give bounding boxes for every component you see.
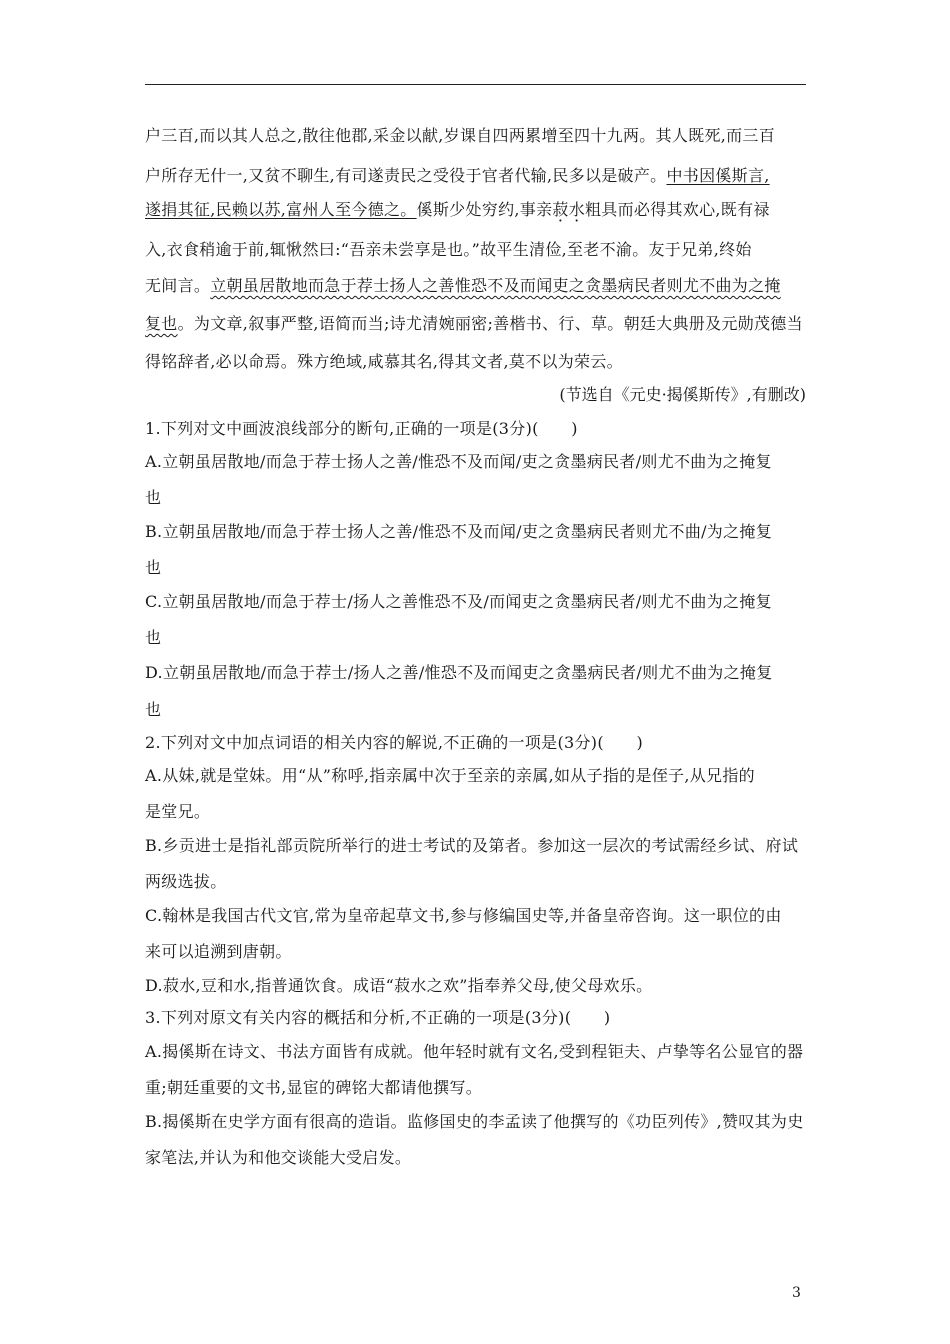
option-c-cont: 也 — [145, 628, 162, 647]
option-d: D.菽水,豆和水,指普通饮食。成语“菽水之欢”指奉养父母,使父母欢乐。 — [145, 976, 653, 995]
option-b-cont: 两级选拔。 — [145, 872, 227, 891]
dotted-char: 菽 — [552, 200, 569, 219]
question-stem: 1.下列对文中画波浪线部分的断句,正确的一项是(3分)( ) — [145, 419, 578, 438]
option-a: A.从妹,就是堂妹。用“从”称呼,指亲属中次于至亲的亲属,如从子指的是侄子,从兄指的 — [145, 766, 755, 785]
option-d: D.立朝虽居散地/而急于荐士/扬人之善/惟恐不及而闻吏之贪墨病民者/则尤不曲为之掩复 — [145, 663, 773, 682]
passage-text: 。为文章,叙事严整,语简而当;诗尤清婉丽密;善楷书、行、草。朝廷大典册及元勋茂德当 — [177, 314, 803, 333]
option-a-cont: 重;朝廷重要的文书,显宦的碑铭大都请他撰写。 — [145, 1078, 483, 1097]
underlined-sentence: 遂捐其征,民赖以苏,富州人至今德之。 — [145, 200, 417, 219]
option-b: B.立朝虽居散地/而急于荐士扬人之善/惟恐不及而闻/吏之贪墨病民者则尤不曲/为之掩复 — [145, 522, 773, 541]
passage-line — [145, 314, 803, 334]
option-b-cont: 也 — [145, 558, 162, 577]
option-c: C.立朝虽居散地/而急于荐士/扬人之善惟恐不及/而闻吏之贪墨病民者/则尤不曲为之掩复 — [145, 592, 772, 611]
header-rule — [145, 84, 806, 85]
wavy-underlined-text: 立朝虽居散地而急于荐士扬人之善惟恐不及而闻吏之贪墨病民者则尤不曲为之掩 — [210, 276, 781, 295]
option-a-cont: 是堂兄。 — [145, 802, 211, 821]
option-b-cont: 家笔法,并认为和他交谈能大受启发。 — [145, 1148, 412, 1167]
passage-line: 入,衣食稍逾于前,辄愀然曰:“吾亲未尝享是也。”故平生清俭,至老不渝。友于兄弟,终始 — [145, 240, 752, 259]
passage-line — [145, 200, 770, 220]
passage-line: 户三百,而以其人总之,散往他郡,采金以献,岁课自四两累增至四十九两。其人既死,而三百 — [145, 126, 776, 145]
passage-line — [145, 276, 781, 296]
option-a: A.揭傒斯在诗文、书法方面皆有成就。他年轻时就有文名,受到程钜夫、卢挚等名公显官的器 — [145, 1042, 804, 1061]
option-d-cont: 也 — [145, 700, 162, 719]
passage-text: 傒斯少处穷约,事亲 — [416, 200, 553, 219]
dotted-char: 水 — [568, 200, 585, 219]
option-c-cont: 来可以追溯到唐朝。 — [145, 942, 292, 961]
underlined-sentence: 中书因傒斯言, — [666, 166, 770, 185]
question-stem: 3.下列对原文有关内容的概括和分析,不正确的一项是(3分)( ) — [145, 1008, 611, 1027]
wavy-underlined-text: 复也 — [145, 314, 178, 333]
option-c: C.翰林是我国古代文官,常为皇帝起草文书,参与修编国史等,并备皇帝咨询。这一职位的由 — [145, 906, 782, 925]
passage-line — [145, 166, 770, 186]
question-stem: 2.下列对文中加点词语的相关内容的解说,不正确的一项是(3分)( ) — [145, 733, 644, 752]
source-citation: (节选自《元史·揭傒斯传》,有删改) — [559, 385, 806, 404]
page-number: 3 — [792, 1285, 801, 1301]
option-b: B.揭傒斯在史学方面有很高的造诣。监修国史的李孟读了他撰写的《功臣列传》,赞叹其为史 — [145, 1112, 804, 1131]
passage-text: 粗具而必得其欢心,既有禄 — [585, 200, 770, 219]
option-a-cont: 也 — [145, 488, 162, 507]
passage-line: 得铭辞者,必以命焉。殊方绝域,咸慕其名,得其文者,莫不以为荣云。 — [145, 352, 623, 371]
passage-text: 无间言。 — [145, 276, 211, 295]
option-b: B.乡贡进士是指礼部贡院所举行的进士考试的及第者。参加这一层次的考试需经乡试、府试 — [145, 836, 799, 855]
option-a: A.立朝虽居散地/而急于荐士扬人之善/惟恐不及而闻/吏之贪墨病民者/则尤不曲为之掩复 — [145, 452, 772, 471]
passage-text: 户所存无什一,又贫不聊生,有司遂责民之受役于官者代输,民多以是破产。 — [145, 166, 667, 185]
